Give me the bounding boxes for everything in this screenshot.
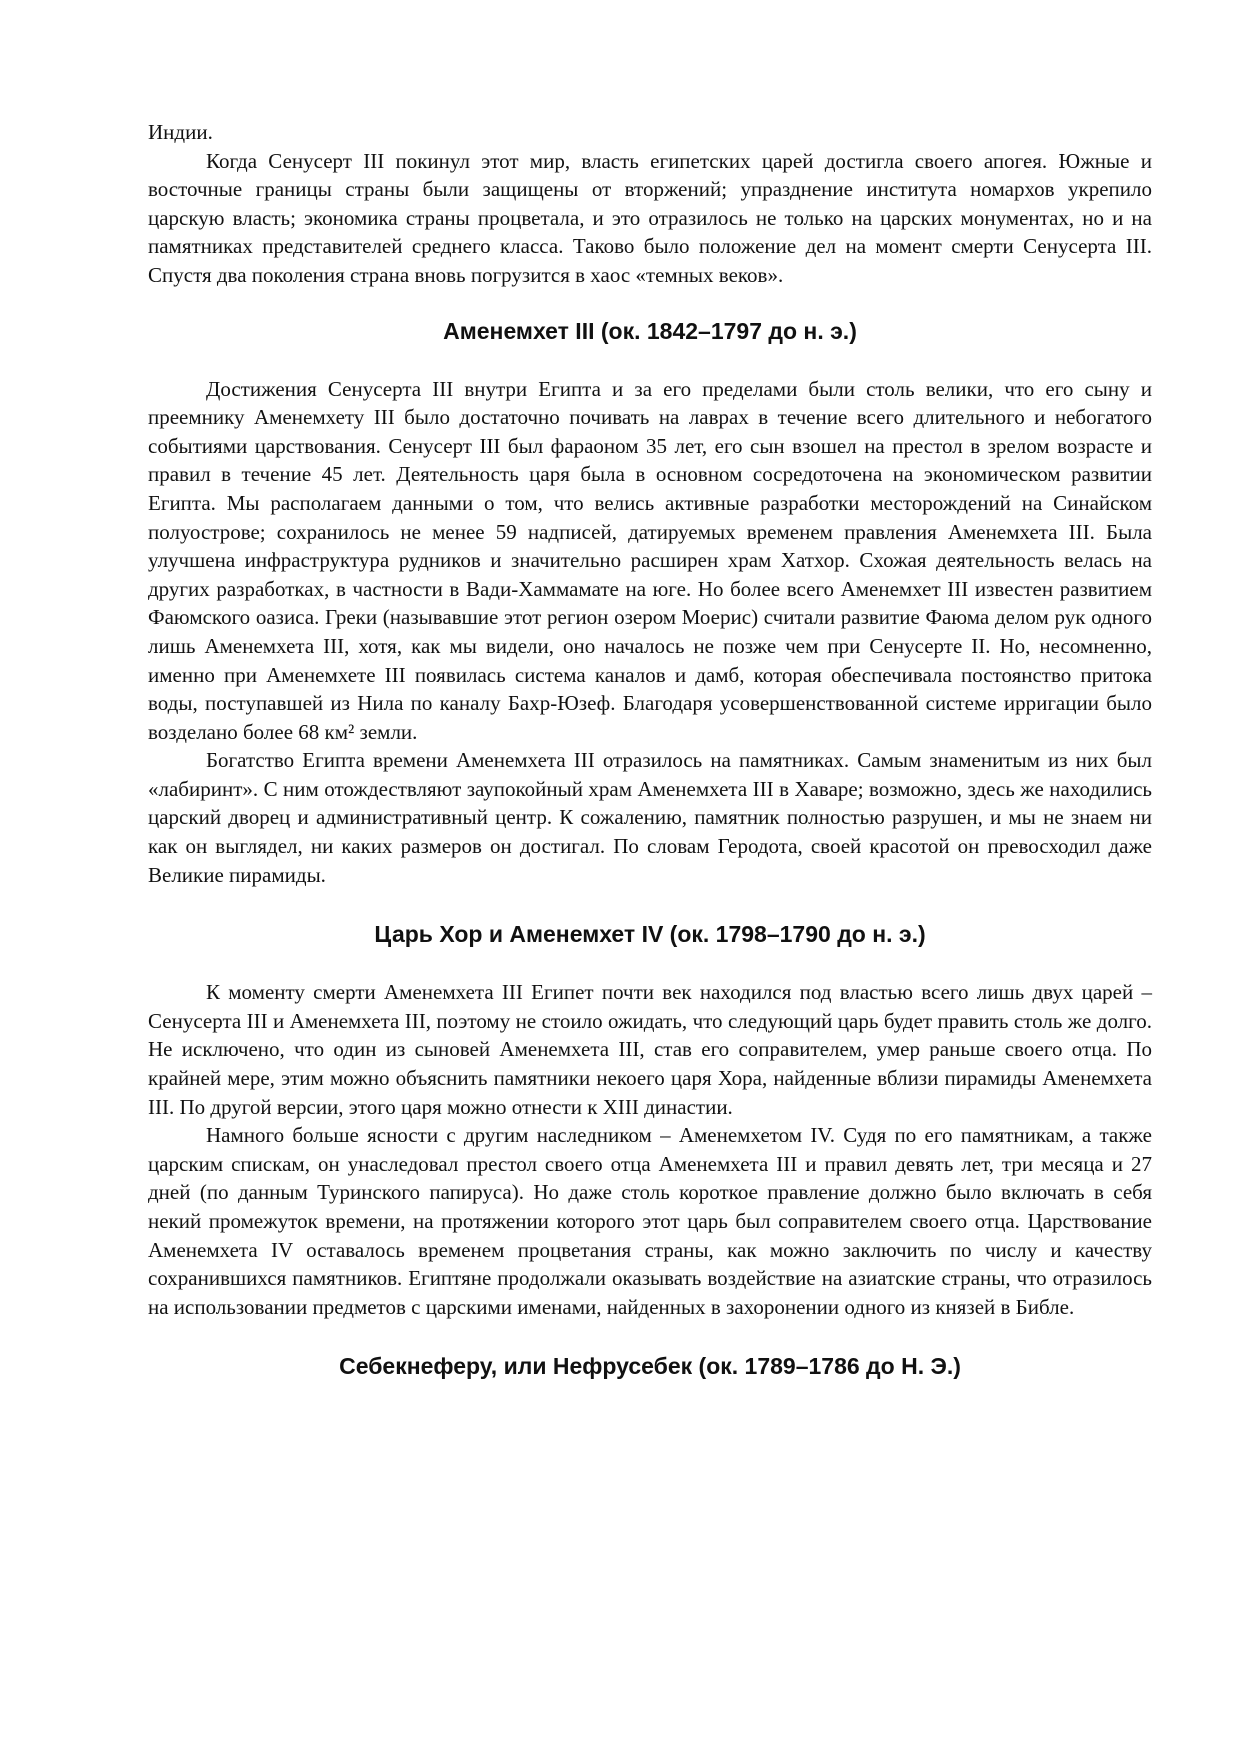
section2-paragraph-1: К моменту смерти Аменемхета III Египет почти век находился под властью всего лишь двух царей – Сенусерта III и Аменемхета III, поэтому не стоило ожидать, что следующий царь будет править столь же долго. Не исключено, что один из сыновей Аменемхета III, став его соправителем, умер раньше своего отца. По крайней мере, этим можно объяснить памятники некоего царя Хора, найденные вблизи пирамиды Аменемхета III. По другой версии, этого царя можно отнести к XIII династии.: [148, 980, 1152, 1119]
section-heading-amenemhat-iii: Аменемхет III (ок. 1842–1797 до н. э.): [443, 317, 857, 344]
section2-paragraph-2: Намного больше ясности с другим наследником – Аменемхетом IV. Судя по его памятникам, а также царским спискам, он унаследовал престол своего отца Аменемхета III и правил девять лет, три месяца и 27 дней (по данным Туринского папируса). Но даже столь короткое правление должно было включать в себя некий промежуток времени, на протяжении которого этот царь был соправителем своего отца. Царствование Аменемхета IV оставалось временем процветания страны, как можно заключить по числу и качеству сохранившихся памятников. Египтяне продолжали оказывать воздействие на азиатские страны, что отразилось на использовании предметов с царскими именами, найденных в захоронении одного из князей в Библе.: [148, 1123, 1152, 1319]
section-heading-sobekneferu: Себекнеферу, или Нефрусебек (ок. 1789–1786 до Н. Э.): [339, 1353, 961, 1380]
intro-fragment: Индии.: [148, 120, 213, 144]
section1-paragraph-1: Достижения Сенусерта III внутри Египта и за его пределами были столь велики, что его сыну и преемнику Аменемхету III было достаточно почивать на лаврах в течение всего длительного и небогатого событиями царствования. Сенусерт III был фараоном 35 лет, его сын взошел на престол в зрелом возрасте и правил в течение 45 лет. Деятельность царя была в основном сосредоточена на экономическом развитии Египта. Мы располагаем данными о том, что велись активные разработки месторождений на Синайском полуострове; сохранилось не менее 59 надписей, датируемых временем правления Аменемхета III. Была улучшена инфраструктура рудников и значительно расширен храм Хатхор. Схожая деятельность велась на других разработках, в частности в Вади-Хаммамате на юге. Но более всего Аменемхет III известен развитием Фаюмского оазиса. Греки (называвшие этот регион озером Моерис) считали развитие Фаюма делом рук одного лишь Аменемхета III, хотя, как мы видели, оно началось не позже чем при Сенусерте II. Но, несомненно, именно при Аменемхете III появилась система каналов и дамб, которая обеспечивала постоянство притока воды, поступавшей из Нила по каналу Бахр-Юзеф. Благодаря усовершенствованной системе ирригации было возделано более 68 км² земли.: [148, 376, 1152, 744]
intro-paragraph: Когда Сенусерт III покинул этот мир, власть египетских царей достигла своего апогея. Южные и восточные границы страны были защищены от вторжений; упразднение института номархов укрепило царскую власть; экономика страны процветала, и это отразилось не только на царских монументах, но и на памятниках представителей среднего класса. Таково было положение дел на момент смерти Сенусерта III. Спустя два поколения страна вновь погрузится в хаос «темных веков».: [148, 148, 1152, 287]
document-page: [148, 118, 1152, 1380]
section1-paragraph-2: Богатство Египта времени Аменемхета III отразилось на памятниках. Самым знаменитым из них был «лабиринт». С ним отождествляют заупокойный храм Аменемхета III в Хаваре; возможно, здесь же находились царский дворец и административный центр. К сожалению, памятник полностью разрушен, и мы не знаем ни как он выглядел, ни каких размеров он достигал. По словам Геродота, своей красотой он превосходил даже Великие пирамиды.: [148, 748, 1152, 887]
section-heading-hor-amenemhat-iv: Царь Хор и Аменемхет IV (ок. 1798–1790 до н. э.): [374, 921, 926, 948]
